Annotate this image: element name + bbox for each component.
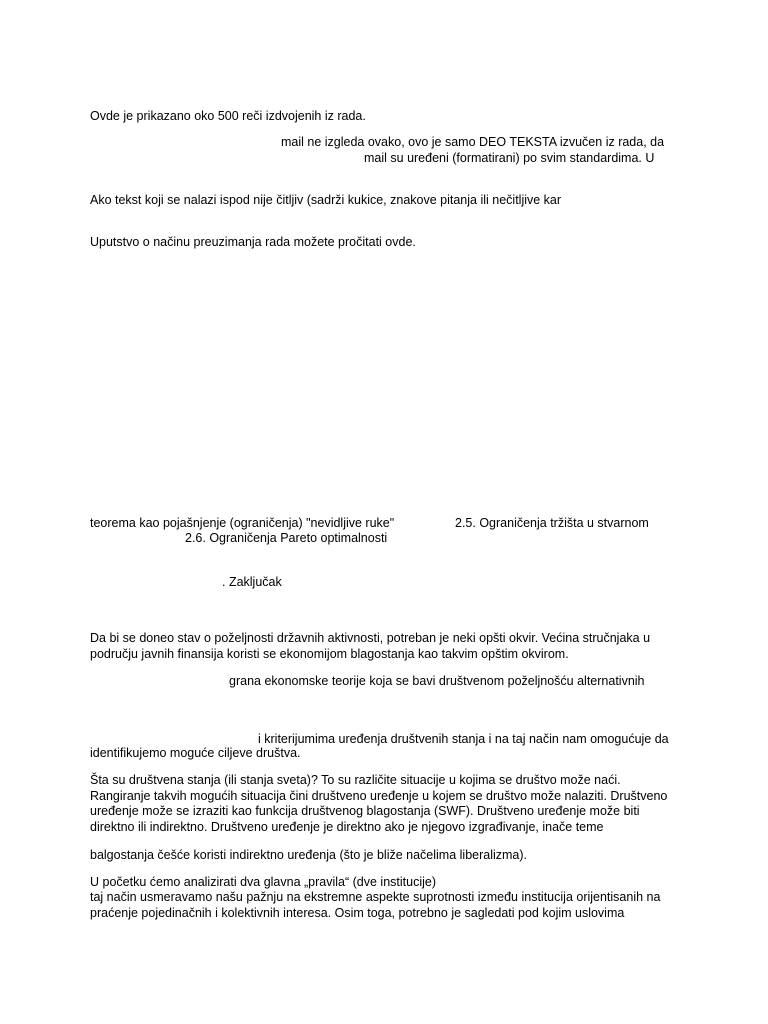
paragraph-6-line-1: U početku ćemo analizirati dva glavna „pravila“ (dve institucije) [90,875,436,889]
paragraph-4-line-3: uređenje može se izraziti kao funkcija društvenog blagostanja (SWF). Društveno uređenje može biti [90,804,640,818]
paragraph-6-line-3: praćenje pojedinačnih i kolektivnih interesa. Osim toga, potrebno je sagledati pod kojim uslovima [90,906,625,920]
toc-entry-2-5: 2.5. Ograničenja tržišta u stvarnom [455,516,649,530]
intro-text: Ovde je prikazano oko 500 reči izdvojenih iz rada. [90,109,366,123]
toc-entry-conclusion: . Zaključak [222,575,282,589]
paragraph-4-line-4: direktno ili indirektno. Društveno uređenje je direktno ako je njegovo izgrađivanje, inače teme [90,820,604,834]
notice-line-1: mail ne izgleda ovako, ovo je samo DEO TEKSTA izvučen iz rada, da [281,135,665,149]
paragraph-6-line-2: taj način usmeravamo našu pažnju na ekstremne aspekte suprotnosti između institucija orijentisanih na [90,890,661,904]
toc-entry-2-6: 2.6. Ograničenja Pareto optimalnosti [185,531,388,545]
paragraph-5-line-1: balgostanja češće koristi indirektno uređenja (što je bliže načelima liberalizma). [90,848,528,862]
paragraph-3-line-1: i kriterijumima uređenja društvenih stanja i na taj način nam omogućuje da [258,732,669,746]
unreadable-note: Ako tekst koji se nalazi ispod nije čitljiv (sadrži kukice, znakove pitanja ili nečitljive kar [90,193,562,207]
notice-line-2: mail su uređeni (formatirani) po svim standardima. U [364,151,655,165]
paragraph-1-line-2: području javnih finansija koristi se ekonomijom blagostanja kao takvim opštim okvirom. [90,647,569,661]
paragraph-1-line-1: Da bi se doneo stav o poželjnosti državnih aktivnosti, potreban je neki opšti okvir. Većina stručnjaka u [90,631,651,645]
instructions-link[interactable]: Uputstvo o načinu preuzimanja rada možete pročitati ovde. [90,235,416,249]
paragraph-4-line-2: Rangiranje takvih mogućih situacija čini društveno uređenje u kojem se društvo može nalaziti. Društveno [90,789,668,803]
paragraph-4-line-1: Šta su društvena stanja (ili stanja sveta)? To su različite situacije u kojima se društvo može naći. [90,773,621,787]
paragraph-3-line-2: identifikujemo moguće ciljeve društva. [90,746,301,760]
paragraph-2-line-1: grana ekonomske teorije koja se bavi društvenom poželjnošću alternativnih [229,674,645,688]
toc-entry-theorem: teorema kao pojašnjenje (ograničenja) "nevidljive ruke" [90,516,395,530]
